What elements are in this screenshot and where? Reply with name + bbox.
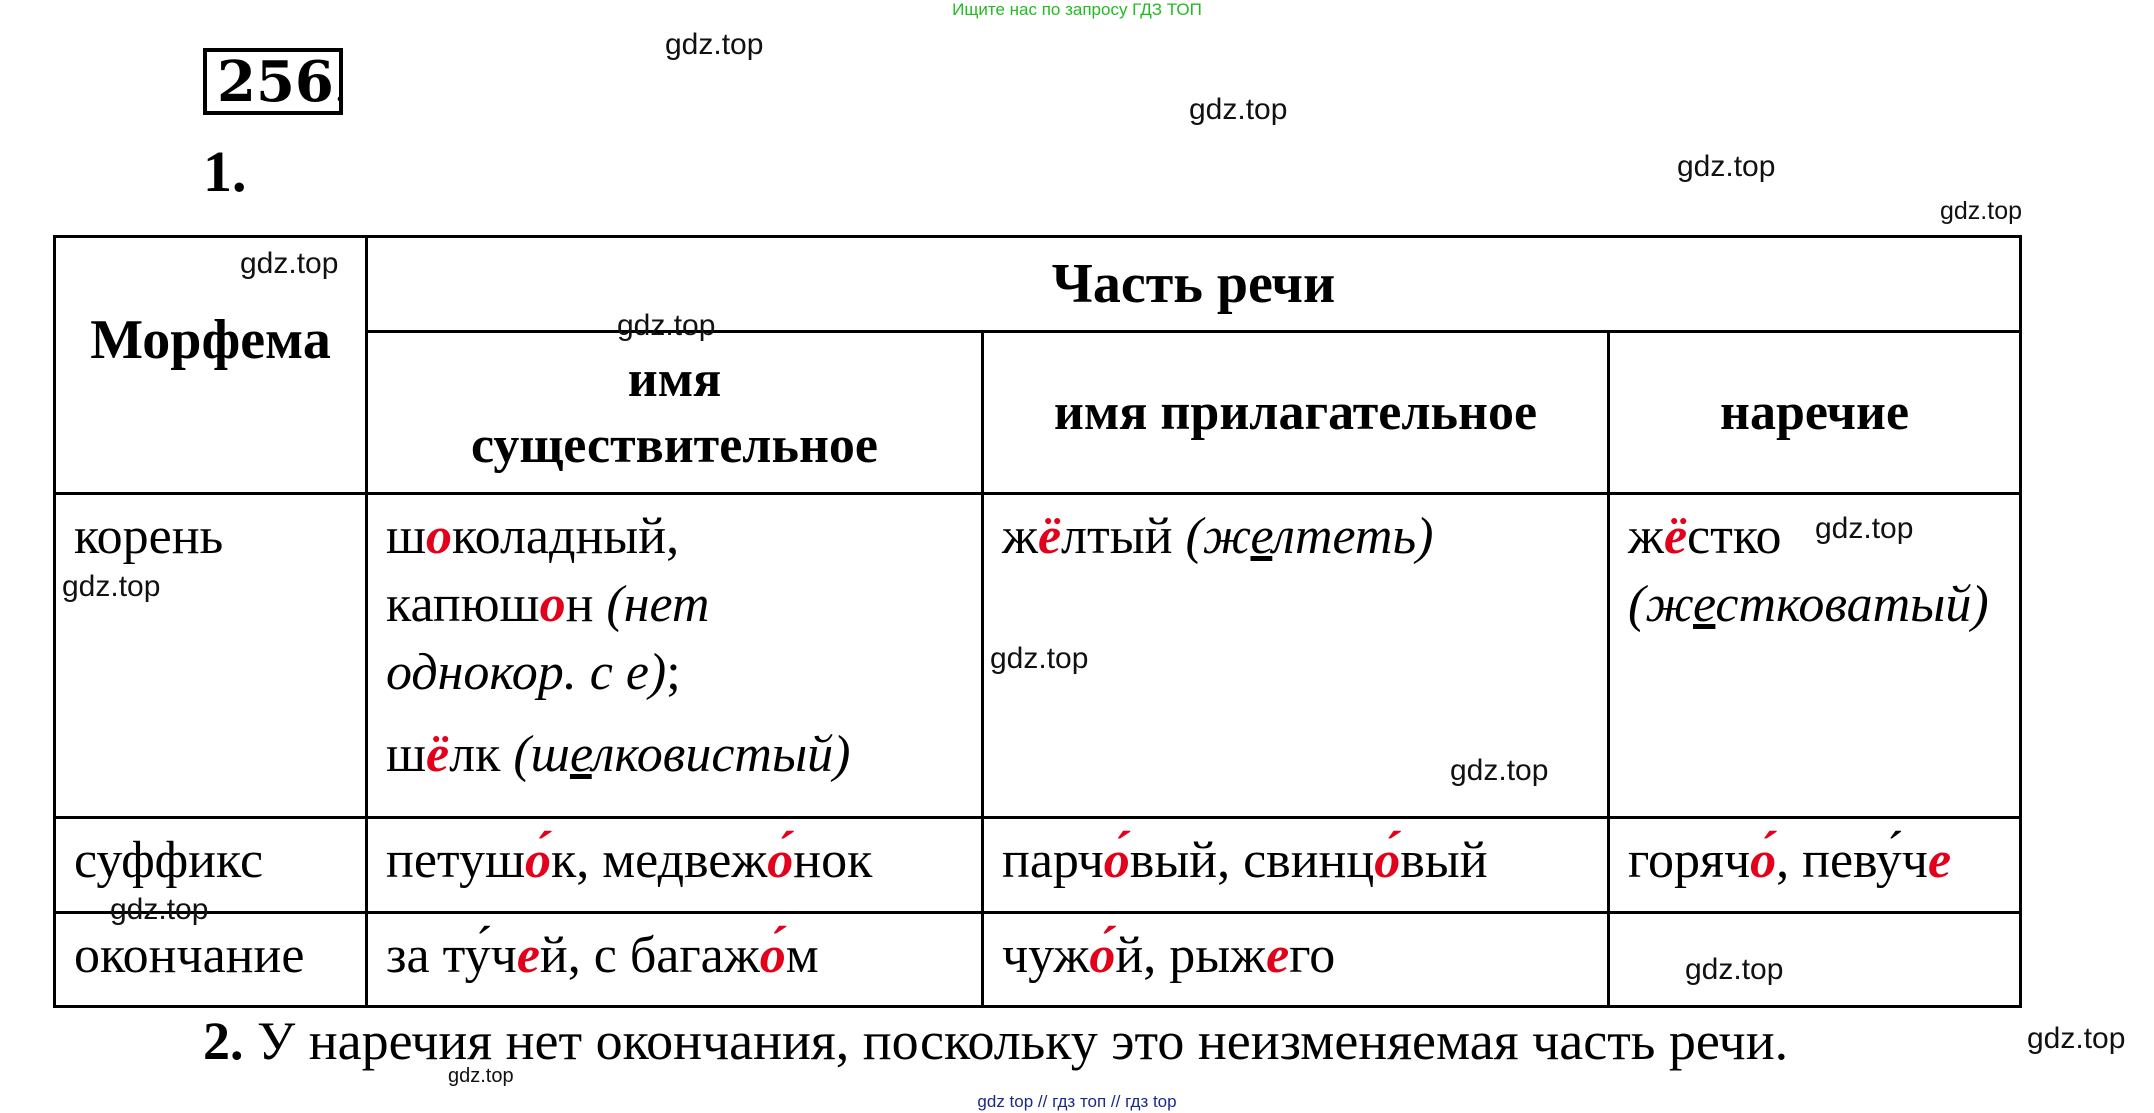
col-header-adverb-text: наречие xyxy=(1719,384,1910,441)
watermark: gdz.top xyxy=(1450,754,1549,787)
exercise-number-dot: . xyxy=(333,65,347,111)
exercise-number xyxy=(203,48,347,115)
col-header-noun-line1: имя xyxy=(627,350,722,408)
root-adverb-line-1: жёстко xyxy=(1628,508,1782,565)
root-adverb-line-2: (жестковатый) xyxy=(1628,576,1989,633)
row-ending-morpheme xyxy=(55,913,367,1007)
morpheme-table xyxy=(53,235,2022,1008)
watermark: gdz.top xyxy=(110,893,209,926)
suffix-adverb-cell: горячо́, певу́че xyxy=(1609,818,2021,913)
root-noun-line-2: капюшон (нет xyxy=(386,576,710,633)
watermark: gdz.top xyxy=(62,570,161,603)
morpheme-header-text: Морфема xyxy=(90,309,331,371)
ending-noun-cell: за ту́чей, с багажо́м xyxy=(367,913,983,1007)
col-header-noun xyxy=(367,332,983,494)
morpheme-suffix-label: суффикс xyxy=(74,832,264,889)
col-header-adjective-text: имя прилагательное xyxy=(1053,384,1538,441)
watermark: gdz.top xyxy=(617,309,716,342)
exercise-number-text: 256 xyxy=(217,49,334,115)
watermark: gdz.top xyxy=(1815,512,1914,545)
section-2-answer xyxy=(203,1010,1788,1072)
watermark: gdz.top xyxy=(448,1065,514,1087)
ending-adverb-cell xyxy=(1609,913,2021,1007)
suffix-noun-cell: петушо́к, медвежо́нок xyxy=(367,818,983,913)
col-header-adjective xyxy=(983,332,1609,494)
part-of-speech-header-text: Часть речи xyxy=(1051,253,1336,315)
footer-links: gdz top // гдз топ // гдз top xyxy=(977,1092,1177,1111)
watermark: gdz.top xyxy=(990,642,1089,675)
watermark: gdz.top xyxy=(665,28,764,61)
section-2-text: У наречия нет окончания, поскольку это неизменяемая часть речи. xyxy=(243,1011,1789,1071)
watermark: gdz.top xyxy=(1940,197,2023,225)
root-noun-cell xyxy=(367,494,983,818)
morpheme-root-label: корень xyxy=(74,508,224,565)
root-noun-line-1: шоколадный, xyxy=(386,508,680,565)
watermark: gdz.top xyxy=(1685,953,1784,986)
root-noun-line-3: однокор. с е); xyxy=(386,644,681,701)
search-banner: Ищите нас по запросу ГДЗ ТОП xyxy=(952,0,1202,19)
watermark: gdz.top xyxy=(1677,150,1776,183)
watermark: gdz.top xyxy=(2027,1022,2126,1055)
ending-adjective-cell: чужо́й, рыжего xyxy=(983,913,1609,1007)
col-header-noun-line2: существительное xyxy=(470,416,878,474)
morpheme-ending-label: окончание xyxy=(74,927,305,984)
section-2-label: 2. xyxy=(203,1011,244,1071)
watermark: gdz.top xyxy=(1189,93,1288,126)
row-root-morpheme xyxy=(55,494,367,818)
row-suffix-morpheme xyxy=(55,818,367,913)
suffix-adjective-cell: парчо́вый, свинцо́вый xyxy=(983,818,1609,913)
root-noun-line-4: шёлк (шелковистый) xyxy=(386,726,851,783)
section-1-label: 1. xyxy=(203,139,247,204)
watermark: gdz.top xyxy=(240,247,339,280)
col-header-adverb xyxy=(1609,332,2021,494)
part-of-speech-header xyxy=(367,237,2021,332)
root-adjective-text: жёлтый (желтеть) xyxy=(1002,508,1434,565)
